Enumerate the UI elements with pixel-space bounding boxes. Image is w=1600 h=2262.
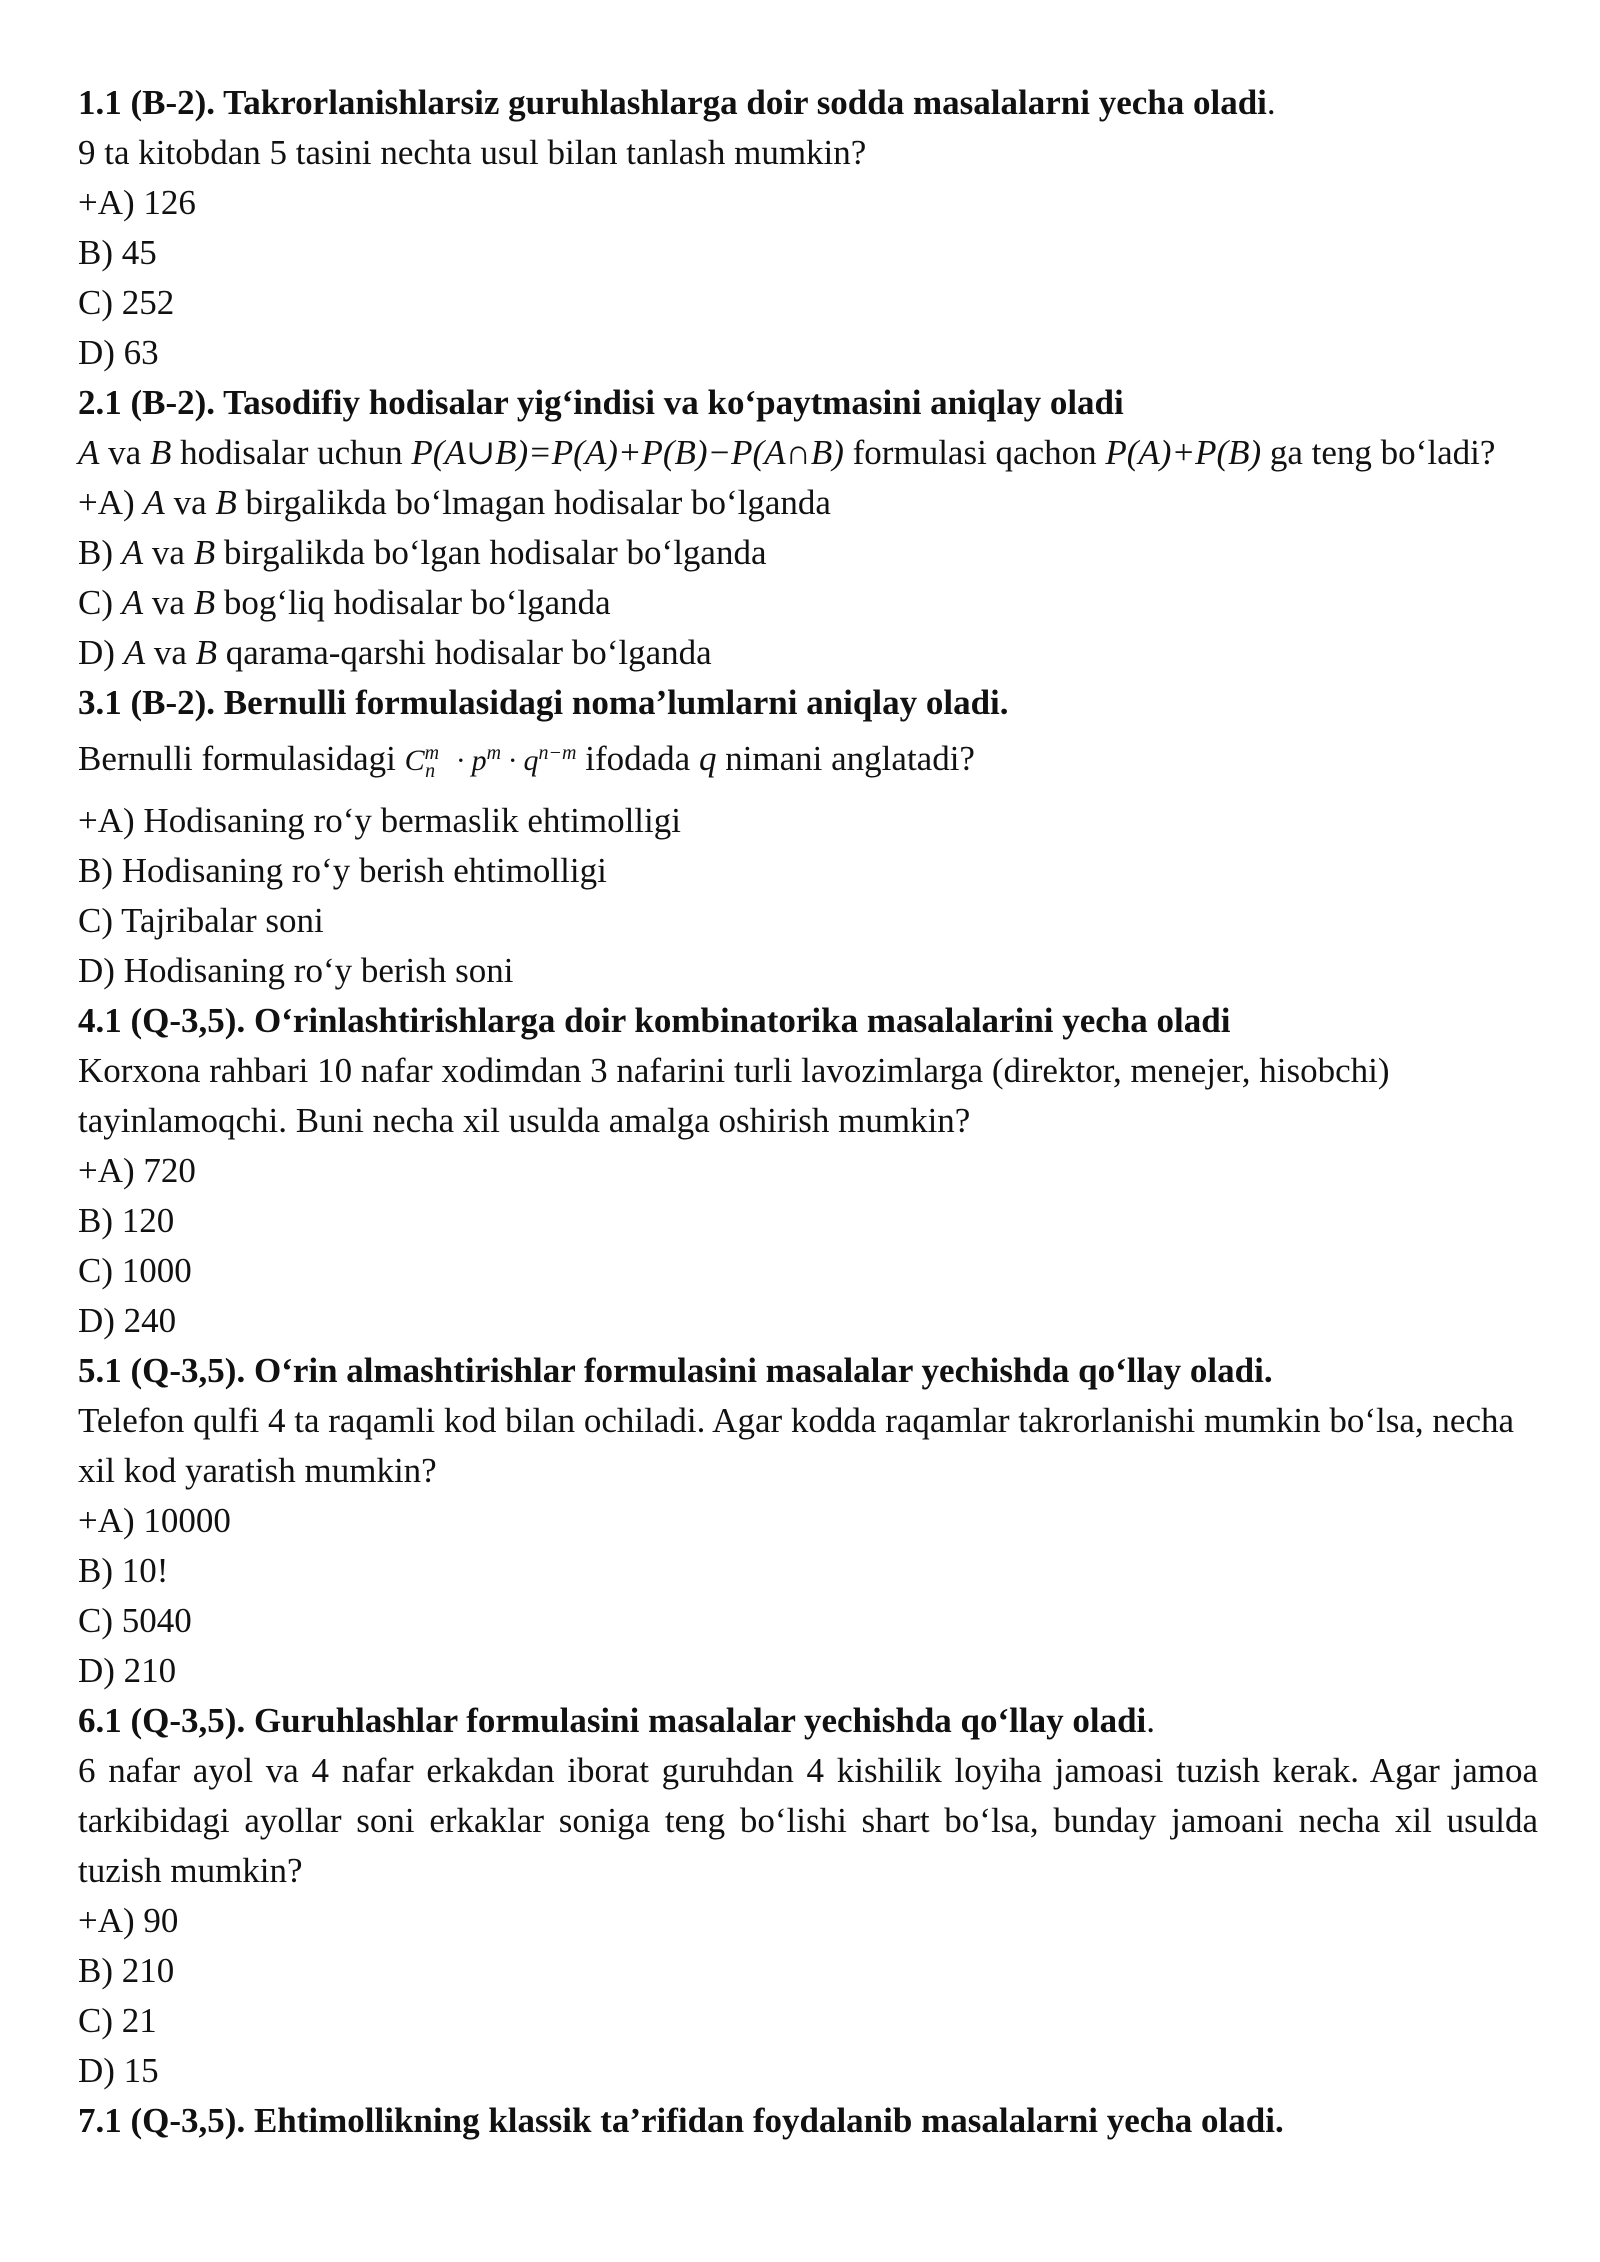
option-text: qarama-qarshi hodisalar bo‘lganda — [217, 633, 712, 672]
formula-c-sup: m — [424, 742, 440, 764]
var-b: B — [195, 633, 218, 672]
question-5 — [78, 1346, 1538, 1696]
question-heading — [78, 1696, 1538, 1746]
heading-tail: . — [1266, 83, 1276, 122]
question-2 — [78, 378, 1538, 678]
question-text: 9 ta kitobdan 5 tasini nechta usul bilan tanlash mumkin? — [78, 133, 867, 172]
answer-option: B) 120 — [78, 1201, 175, 1240]
answer-option: +A) 126 — [78, 183, 196, 222]
text-fragment: hodisalar uchun — [171, 433, 412, 472]
answer-option: B) 210 — [78, 1951, 175, 1990]
question-text: Korxona rahbari 10 nafar xodimdan 3 nafarini turli lavozimlarga (direktor, menejer, hisobchi) tayinlamoqchi. Buni necha xil usulda amalga oshirish mumkin? — [78, 1051, 1390, 1140]
question-heading — [78, 78, 1538, 128]
option-prefix: +A) — [78, 483, 144, 522]
text-fragment: va — [99, 433, 150, 472]
answer-option — [78, 528, 1538, 578]
option-prefix: B) — [78, 533, 122, 572]
question-heading: 3.1 (B-2). Bernulli formulasidagi noma’lumlarni aniqlay oladi. — [78, 683, 1009, 722]
answer-option — [78, 628, 1538, 678]
answer-option: +A) Hodisaning ro‘y bermaslik ehtimolligi — [78, 801, 681, 840]
formula-c: C — [404, 744, 425, 777]
option-text: birgalikda bo‘lgan hodisalar bo‘lganda — [215, 533, 767, 572]
question-heading: 4.1 (Q-3,5). O‘rinlashtirishlarga doir kombinatorika masalalarini yecha oladi — [78, 1001, 1231, 1040]
answer-option: D) 210 — [78, 1651, 177, 1690]
answer-option: D) Hodisaning ro‘y berish soni — [78, 951, 514, 990]
question-heading: 2.1 (B-2). Tasodifiy hodisalar yig‘indisi va ko‘paytmasini aniqlay oladi — [78, 383, 1124, 422]
formula-q: q — [523, 744, 539, 777]
option-prefix: D) — [78, 633, 124, 672]
answer-option: D) 240 — [78, 1301, 177, 1340]
document-page — [78, 78, 1538, 2146]
answer-option — [78, 478, 1538, 528]
sum-formula: P(A)+P(B) — [1105, 433, 1262, 472]
formula-p-sup: m — [486, 742, 502, 764]
answer-option: +A) 10000 — [78, 1501, 231, 1540]
var-b: B — [193, 533, 216, 572]
answer-option: D) 63 — [78, 333, 159, 372]
question-1 — [78, 78, 1538, 378]
bernulli-formula — [404, 742, 577, 782]
question-heading: 5.1 (Q-3,5). O‘rin almashtirishlar formulasini masalalar yechishda qo‘llay oladi. — [78, 1351, 1273, 1390]
option-text: bog‘liq hodisalar bo‘lganda — [215, 583, 611, 622]
text-fragment: nimani anglatadi? — [716, 739, 975, 778]
question-7 — [78, 2096, 1538, 2146]
question-4 — [78, 996, 1538, 1346]
formula-q-sup: n−m — [538, 742, 577, 764]
answer-option: C) 21 — [78, 2001, 157, 2040]
answer-option: C) Tajribalar soni — [78, 901, 324, 940]
text-fragment: ga teng bo‘ladi? — [1261, 433, 1496, 472]
answer-option: C) 1000 — [78, 1251, 192, 1290]
formula-c-sub: n — [425, 760, 436, 782]
text-fragment: va — [143, 533, 194, 572]
var-b: B — [215, 483, 237, 522]
var-a: A — [121, 583, 144, 622]
answer-option: B) Hodisaning ro‘y berish ehtimolligi — [78, 851, 607, 890]
var-q: q — [698, 739, 717, 778]
var-b: B — [193, 583, 216, 622]
option-prefix: C) — [78, 583, 122, 622]
var-b: B — [149, 433, 172, 472]
formula-dot: · — [501, 744, 524, 777]
question-6 — [78, 1696, 1538, 2096]
answer-option: +A) 90 — [78, 1901, 179, 1940]
heading-text: 6.1 (Q-3,5). Guruhlashlar formulasini masalalar yechishda qo‘llay oladi — [78, 1701, 1147, 1740]
var-a: A — [143, 483, 165, 522]
text-fragment: ifodada — [576, 739, 699, 778]
formula-dot: · — [449, 744, 472, 777]
answer-option: B) 10! — [78, 1551, 169, 1590]
question-text: Telefon qulfi 4 ta raqamli kod bilan ochiladi. Agar kodda raqamlar takrorlanishi mumkin bo‘lsa, necha xil kod yaratish mumkin? — [78, 1401, 1515, 1490]
question-text — [78, 728, 1538, 796]
var-a: A — [78, 433, 100, 472]
answer-option: +A) 720 — [78, 1151, 196, 1190]
heading-tail: . — [1146, 1701, 1156, 1740]
answer-option — [78, 578, 1538, 628]
question-heading: 7.1 (Q-3,5). Ehtimollikning klassik ta’rifidan foydalanib masalalarni yecha oladi. — [78, 2101, 1284, 2140]
answer-option: C) 252 — [78, 283, 175, 322]
var-a: A — [121, 533, 144, 572]
answer-option: B) 45 — [78, 233, 157, 272]
question-text — [78, 428, 1538, 478]
text-fragment: va — [143, 583, 194, 622]
question-3 — [78, 678, 1538, 996]
question-text: 6 nafar ayol va 4 nafar erkakdan iborat guruhdan 4 kishilik loyiha jamoasi tuzish kerak. Agar jamoa tarkibidagi ayollar soni erkaklar soniga teng bo‘lishi shart bo‘lsa, bunday jamoani necha xil usulda tuzish mumkin? — [78, 1751, 1538, 1890]
answer-option: D) 15 — [78, 2051, 159, 2090]
var-a: A — [123, 633, 146, 672]
text-fragment: formulasi qachon — [843, 433, 1106, 472]
answer-option: C) 5040 — [78, 1601, 192, 1640]
text-fragment: Bernulli formulasidagi — [78, 739, 405, 778]
formula-p: p — [471, 744, 487, 777]
union-formula: P(A∪B)=P(A)+P(B)−P(A∩B) — [411, 433, 844, 472]
text-fragment: va — [164, 483, 216, 522]
heading-text: 1.1 (B-2). Takrorlanishlarsiz guruhlashlarga doir sodda masalalarni yecha oladi — [78, 83, 1267, 122]
option-text: birgalikda bo‘lmagan hodisalar bo‘lganda — [236, 483, 831, 522]
text-fragment: va — [145, 633, 196, 672]
